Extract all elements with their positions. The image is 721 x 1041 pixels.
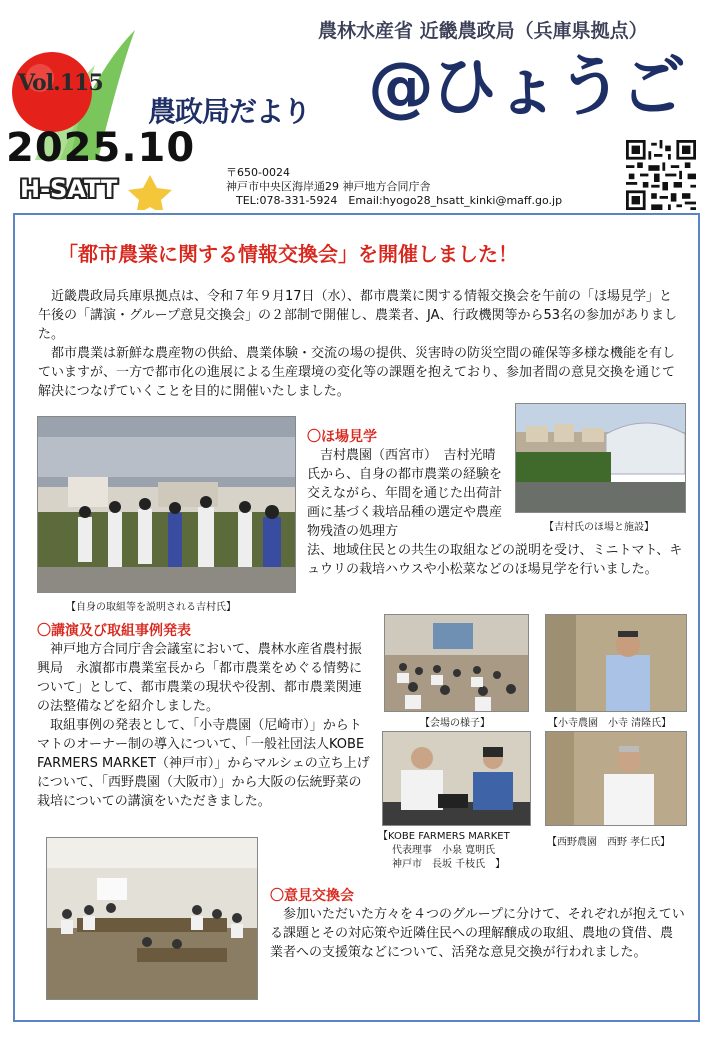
article-headline: 「都市農業に関する情報交換会」を開催しました！	[58, 242, 518, 266]
caption-kfm-line-3: 神戸市 長坂 千枝氏 】	[392, 859, 506, 870]
field-tour-text-wide: 法、地域住民との共生の取組などの説明を受け、ミニトマト、キュウリの栽培ハウスや小松菜などのほ場見学を行いました。	[307, 543, 683, 577]
section-title-exchange: 〇意見交換会	[270, 888, 354, 904]
qr-code-icon[interactable]	[626, 140, 696, 210]
section-title-lecture: 〇講演及び取組事例発表	[37, 623, 191, 639]
lecture-paragraph-1: 神戸地方合同庁舎会議室において、農林水産省農村振興局 永濵都市農業室長から「都市農業をめぐる情勢について」として、都市農業の現状や役割、都市農業関連の法整備などを紹介しました。	[37, 642, 363, 714]
field-tour-text-narrow: 吉村農園（西宮市） 吉村光晴氏から、自身の都市農業の経験を交えながら、年間を通じた出荷計画に基づく栽培品種の選定や農産物残渣の処理方	[307, 448, 503, 539]
volume-number: Vol.115	[18, 70, 103, 96]
photo-exchange-meeting	[46, 837, 258, 1000]
photo-nishino	[545, 731, 687, 826]
phone-email: TEL:078-331-5924 Email:hyogo28_hsatt_kinki@maff.go.jp	[236, 194, 563, 207]
brand-name: H-SATT	[20, 175, 118, 203]
caption-kfm-line-1: 【KOBE FARMERS MARKET	[378, 831, 510, 842]
intro-paragraph-1: 近畿農政局兵庫県拠点は、令和７年９月17日（水）、都市農業に関する情報交換会を午前の「ほ場見学」と午後の「講演・グループ意見交換会」の２部制で開催し、農業者、JA、行政機関等から53名の参加がありました。	[38, 289, 678, 342]
photo-kodera	[545, 614, 687, 712]
contact-address	[226, 166, 562, 208]
photo-farm-facility	[515, 403, 686, 513]
organization-name: 農林水産省 近畿農政局（兵庫県拠点）	[318, 20, 648, 42]
postal-code: 〒650-0024	[226, 166, 290, 179]
newsletter-title-hyogo: @ひょうご	[368, 48, 683, 125]
caption-kobe-farmers-market	[378, 830, 510, 872]
caption-farm-facility: 【吉村氏のほ場と施設】	[544, 522, 654, 533]
caption-kfm-line-2: 代表理事 小泉 寛明氏	[392, 845, 496, 856]
lecture-paragraph-2: 取組事例の発表として、「小寺農園（尼崎市）」からトマトのオーナー制の導入について、「一般社団法人KOBE FARMERS MARKET（神戸市）」からマルシェの立ち上げについて、「西野農園（大阪市）」から大阪の伝統野菜の栽培についての講演をいただきました。	[37, 718, 370, 809]
caption-kodera: 【小寺農園 小寺 清隆氏】	[548, 718, 672, 729]
newsletter-title: 農政局だより	[148, 95, 311, 128]
caption-field-tour: 【自身の取組等を説明される吉村氏】	[66, 602, 236, 613]
street-address: 神戸市中央区海岸通29 神戸地方合同庁舎	[226, 180, 431, 193]
photo-venue	[384, 614, 529, 712]
caption-nishino: 【西野農園 西野 孝仁氏】	[547, 837, 671, 848]
photo-kobe-farmers-market	[382, 731, 531, 826]
intro-paragraph-2: 都市農業は新鮮な農産物の供給、農業体験・交流の場の提供、災害時の防災空間の確保等多様な機能を有していますが、一方で都市化の進展による生産環境の変化等の課題を抱えており、参加者間の意見交換を通じて解決につなげていくことを目的に開催いたしました。	[38, 346, 676, 399]
lecture-text	[37, 640, 374, 811]
intro-text	[38, 287, 678, 401]
section-title-field-tour: 〇ほ場見学	[307, 429, 377, 445]
exchange-text: 参加いただいた方々を４つのグループに分けて、それぞれが抱えている課題とその対応策や近隣住民への理解醸成の取組、農地の貸借、農業者への支援策などについて、活発な意見交換が行われました。	[270, 907, 685, 960]
caption-venue: 【会場の様子】	[420, 718, 490, 729]
photo-field-tour	[37, 416, 296, 593]
issue-date: 2025.10	[6, 125, 196, 171]
